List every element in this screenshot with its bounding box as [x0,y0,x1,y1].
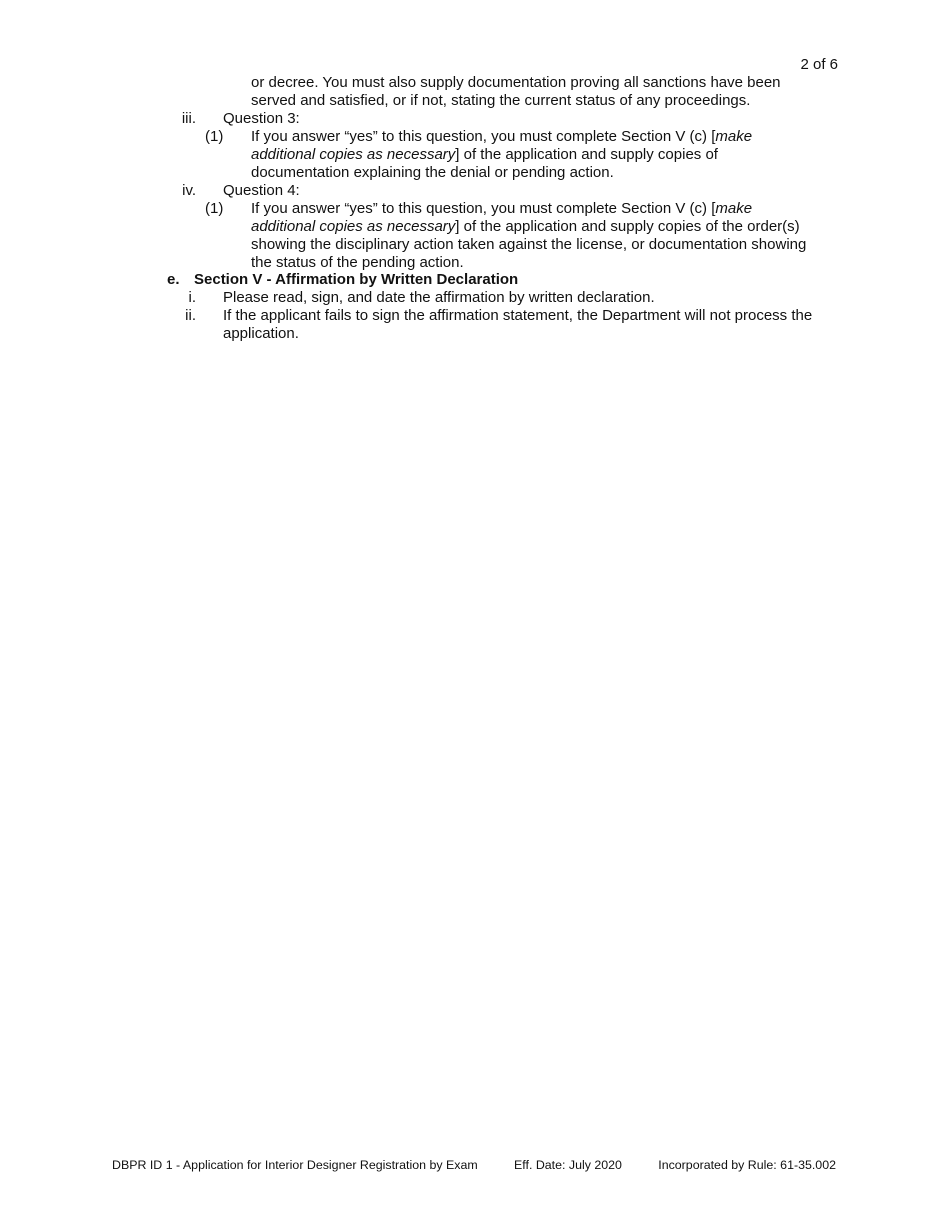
section-e-item-i-text: Please read, sign, and date the affirmation by written declaration. [223,289,655,306]
continuation-line-2: served and satisfied, or if not, stating the current status of any proceedings. [251,92,751,109]
section-e-heading: Section V - Affirmation by Written Declaration [194,271,519,288]
question-4-line-1-text: If you answer “yes” to this question, you must complete Section V (c) [ [251,200,716,217]
question-3-line-1 [251,128,752,146]
question-4-numeral: iv. [182,182,196,199]
page-number: 2 of 6 [800,56,838,73]
section-e-item-ii-line-1: If the applicant fails to sign the affirmation statement, the Department will not process the [223,307,813,324]
question-4-line-4: the status of the pending action. [251,254,464,271]
question-3-label: Question 3: [223,110,300,127]
section-e-letter: e. [167,271,180,288]
question-3-line-3: documentation explaining the denial or pending action. [251,164,614,181]
section-e-item-ii-numeral: ii. [185,307,196,324]
section-e-item-ii-line-2: application. [223,325,299,342]
question-3-line-2 [251,146,718,164]
question-3-line-1-text: If you answer “yes” to this question, you must complete Section V (c) [ [251,128,716,145]
question-4-line-1 [251,200,752,218]
section-e-item-i-numeral: i. [188,289,196,306]
question-3-numeral: iii. [181,110,196,127]
footer-form-title: DBPR ID 1 - Application for Interior Designer Registration by Exam [112,1158,478,1172]
question-3-line-2-italic: additional copies as necessary [251,146,456,163]
question-3-line-1-italic: make [715,128,753,145]
footer-rule: Incorporated by Rule: 61-35.002 [658,1158,836,1172]
continuation-line-1: or decree. You must also supply documentation proving all sanctions have been [251,74,781,91]
question-3-item-number: (1) [205,128,224,145]
question-4-label: Question 4: [223,182,300,199]
question-4-line-3: showing the disciplinary action taken against the license, or documentation showing [251,236,807,253]
footer-effective-date: Eff. Date: July 2020 [514,1158,622,1172]
question-4-line-2 [251,218,800,236]
question-4-line-2-text: ] of the application and supply copies of the order(s) [455,218,800,235]
question-4-item-number: (1) [205,200,224,217]
question-4-line-1-italic: make [715,200,753,217]
page-footer [112,1158,836,1173]
question-3-line-2-text: ] of the application and supply copies of [455,146,718,163]
question-4-line-2-italic: additional copies as necessary [251,218,456,235]
